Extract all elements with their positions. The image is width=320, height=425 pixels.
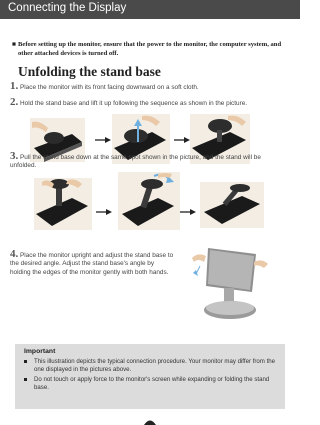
step-3-figure-3 — [200, 182, 264, 228]
step-2 — [10, 98, 290, 108]
step-3 — [10, 152, 285, 171]
note-item-1 — [24, 358, 276, 374]
step-3-figure-2 — [118, 172, 180, 230]
step-text: Place the monitor with its front facing downward on a soft cloth. — [20, 84, 199, 91]
note-item-text: Do not touch or apply force to the monitor's screen while expanding or folding the stand base. — [34, 376, 270, 391]
step-3-figure-1 — [34, 178, 92, 230]
step-1 — [10, 82, 290, 92]
section-title: Unfolding the stand base — [18, 64, 161, 79]
bullet-square-icon — [24, 360, 27, 363]
note-title: Important — [24, 348, 56, 355]
bullet-square-icon — [24, 378, 27, 381]
step-number: 1. — [10, 80, 19, 92]
step-number: 4. — [10, 248, 19, 260]
step-4 — [10, 250, 175, 277]
step-text: Pull the stand base down at the same spot shown in the picture, and the stand will be unfolded. — [10, 154, 261, 170]
step-4-figure — [190, 240, 270, 325]
step-text: Place the monitor upright and adjust the stand base to the desired angle. Adjust the stand base's angle by holding the edges of the monitor gently with both hands. — [10, 252, 174, 276]
arrow-right-icon — [180, 209, 196, 215]
step-text: Hold the stand base and lift it up following the sequence as shown in the picture. — [20, 100, 248, 107]
intro-text: Before setting up the monitor, ensure that the power to the monitor, the computer system, and other attached devices is turned off. — [18, 41, 282, 57]
step-number: 2. — [10, 96, 19, 108]
note-item-text: This illustration depicts the typical connection procedure. Your monitor may differ from the one displayed in the pictures above. — [34, 358, 276, 373]
page-title: Connecting the Display — [8, 2, 127, 14]
intro-bullet — [12, 41, 282, 58]
step-number: 3. — [10, 150, 19, 162]
arrow-right-icon — [174, 137, 190, 143]
page-mark-icon — [144, 416, 156, 425]
arrow-right-icon — [95, 137, 111, 143]
note-item-2 — [24, 376, 276, 392]
arrow-right-icon — [96, 209, 112, 215]
important-note — [15, 344, 285, 409]
bullet-icon: ■ — [12, 41, 16, 48]
page-header — [0, 0, 300, 19]
